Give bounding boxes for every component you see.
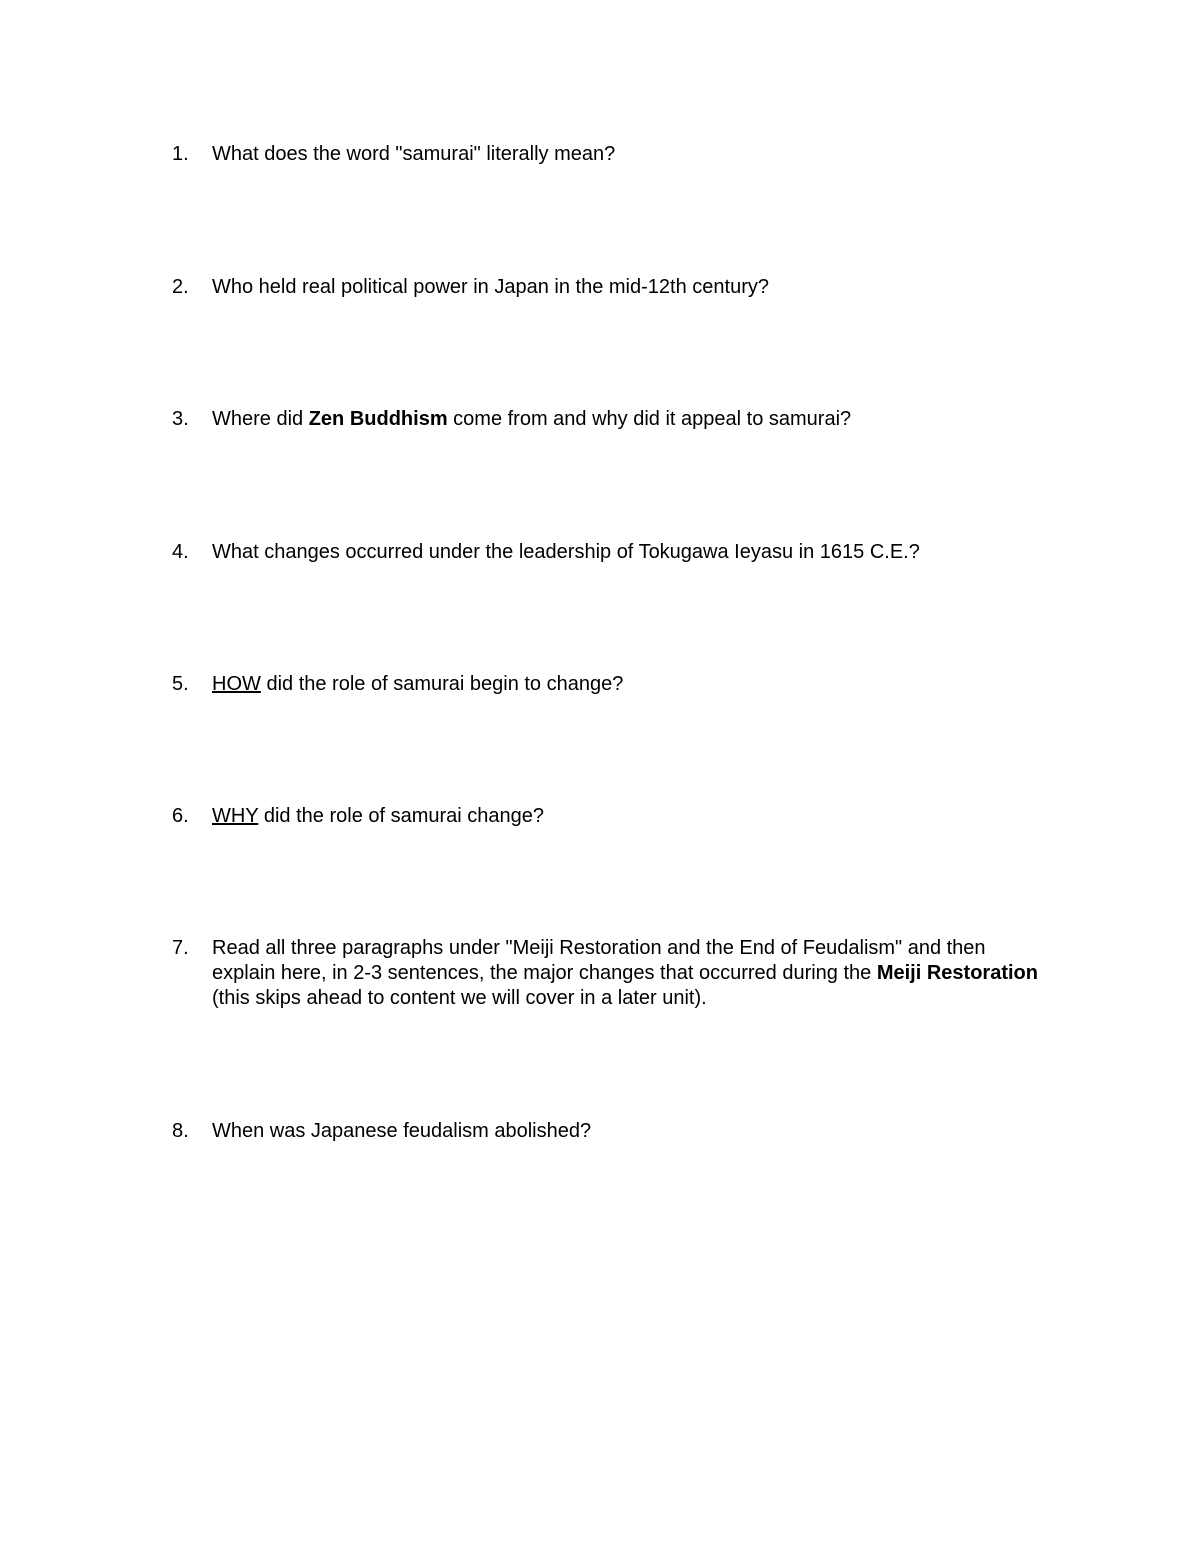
question-text — [212, 672, 1052, 697]
question-text-segment: Read all three paragraphs under "Meiji Restoration and the End of Feudalism" and then explain here, in 2-3 sentences, the major changes that occurred during the — [212, 937, 986, 984]
question-text-segment: did the role of samurai change? — [258, 805, 545, 827]
question-number: 3. — [172, 408, 189, 430]
question-1 — [172, 142, 1052, 167]
question-text-segment: did the role of samurai begin to change? — [260, 673, 624, 695]
question-7 — [172, 936, 1052, 1011]
question-text — [212, 407, 1052, 432]
question-text — [212, 1119, 1052, 1144]
underlined-term-why: WHY — [212, 805, 259, 827]
question-text-segment: What changes occurred under the leadership of Tokugawa Ieyasu in 1615 C.E.? — [212, 541, 920, 563]
question-text — [212, 540, 1052, 565]
question-number: 6. — [172, 805, 189, 827]
question-number: 8. — [172, 1120, 189, 1142]
question-number: 1. — [172, 143, 189, 165]
question-number: 7. — [172, 937, 189, 959]
question-text — [212, 804, 1052, 829]
question-text — [212, 275, 1052, 300]
question-number: 4. — [172, 541, 189, 563]
question-text-segment: Where did — [212, 408, 309, 430]
question-text-segment: Who held real political power in Japan in the mid-12th century? — [212, 276, 769, 298]
underlined-term-how: HOW — [212, 673, 261, 695]
question-text-segment: come from and why did it appeal to samurai? — [447, 408, 852, 430]
question-3 — [172, 407, 1052, 432]
question-text — [212, 936, 1052, 1011]
question-4 — [172, 540, 1052, 565]
question-text-segment: (this skips ahead to content we will cover in a later unit). — [212, 987, 707, 1009]
bold-term-zen-buddhism: Zen Buddhism — [308, 408, 448, 430]
bold-term-meiji-restoration: Meiji Restoration — [876, 962, 1038, 984]
question-6 — [172, 804, 1052, 829]
question-number: 5. — [172, 673, 189, 695]
question-number: 2. — [172, 276, 189, 298]
question-text-segment: What does the word "samurai" literally mean? — [212, 143, 616, 165]
question-8 — [172, 1119, 1052, 1144]
question-5 — [172, 672, 1052, 697]
question-2 — [172, 275, 1052, 300]
question-text — [212, 142, 1052, 167]
question-text-segment: When was Japanese feudalism abolished? — [212, 1120, 592, 1142]
